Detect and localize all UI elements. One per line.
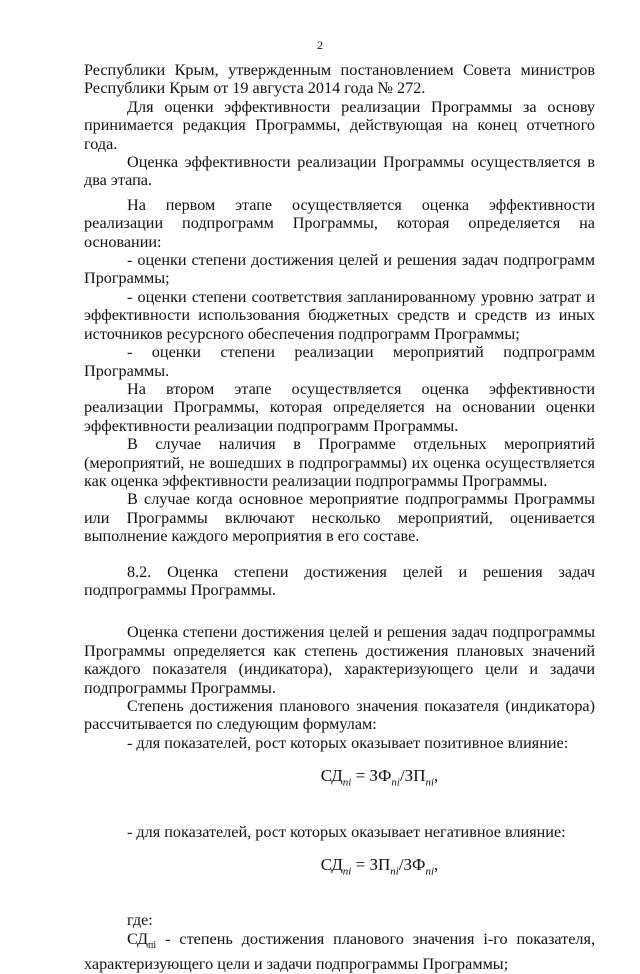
list-item-2: - оценки степени соответствия запланированному уровню затрат и эффективности использования бюджетных средств и средств из иных источников ресурсного обеспечения подпрограмм Программы; (84, 287, 595, 343)
paragraph-1: Республики Крым, утвержденным постановлением Совета министров Республики Крым от 19 августа 2014 года № 272. (84, 61, 595, 98)
list-item-3: - оценки степени реализации мероприятий подпрограмм Программы. (84, 343, 595, 380)
definition-sd: $СД_{пi}$ - степень достижения планового значения i-го показателя, характеризующего цели и задачи подпрограммы Программы; (84, 929, 595, 974)
document-body (84, 61, 595, 974)
formula-intro-negative: - для показателей, рост которых оказывает негативное влияние: (127, 822, 566, 841)
paragraph-3: Оценка эффективности реализации Программы осуществляется в два этапа. (84, 153, 595, 190)
paragraph-9: Степень достижения планового значения показателя (индикатора) рассчитывается по следующим формулам: (84, 697, 595, 734)
paragraph-4: На первом этапе осуществляется оценка эффективности реализации подпрограмм Программы, которая определяется на основании: (84, 195, 595, 251)
paragraph-7: В случае когда основное мероприятие подпрограммы Программы или Программы включают несколько мероприятий, оценивается выполнение каждого мероприятия в его составе. (84, 490, 595, 546)
paragraph-2: Для оценки эффективности реализации Программы за основу принимается редакция Программы, действующая на конец отчетного года. (84, 97, 595, 153)
where-label: где: (127, 911, 153, 930)
formula-intro-positive: - для показателей, рост которых оказывает позитивное влияние: (127, 733, 569, 752)
paragraph-5: На втором этапе осуществляется оценка эффективности реализации Программы, которая определяется на основании оценки эффективности реализации подпрограмм Программы. (84, 379, 595, 435)
formula-negative: $СД_{пi} = ЗП_{пi}/ЗФ_{пi}$, (320, 855, 439, 878)
list-item-1: - оценки степени достижения целей и решения задач подпрограмм Программы; (84, 251, 595, 288)
paragraph-6: В случае наличия в Программе отдельных мероприятий (мероприятий, не вошедших в подпрограммы) их оценка осуществляется как оценка эффективности реализации подпрограммы Программы. (84, 435, 595, 490)
section-heading: 8.2. Оценка степени достижения целей и решения задач подпрограммы Программы. (84, 562, 595, 599)
paragraph-8: Оценка степени достижения целей и решения задач подпрограммы Программы определяется как степень достижения плановых значений каждого показателя (индикатора), характеризующего цели и задачи подпрограммы Программы. (84, 623, 595, 697)
page-number: 2 (317, 38, 323, 52)
formula-positive: $СД_{пi} = ЗФ_{пi}/ЗП_{пi}$, (320, 766, 439, 789)
